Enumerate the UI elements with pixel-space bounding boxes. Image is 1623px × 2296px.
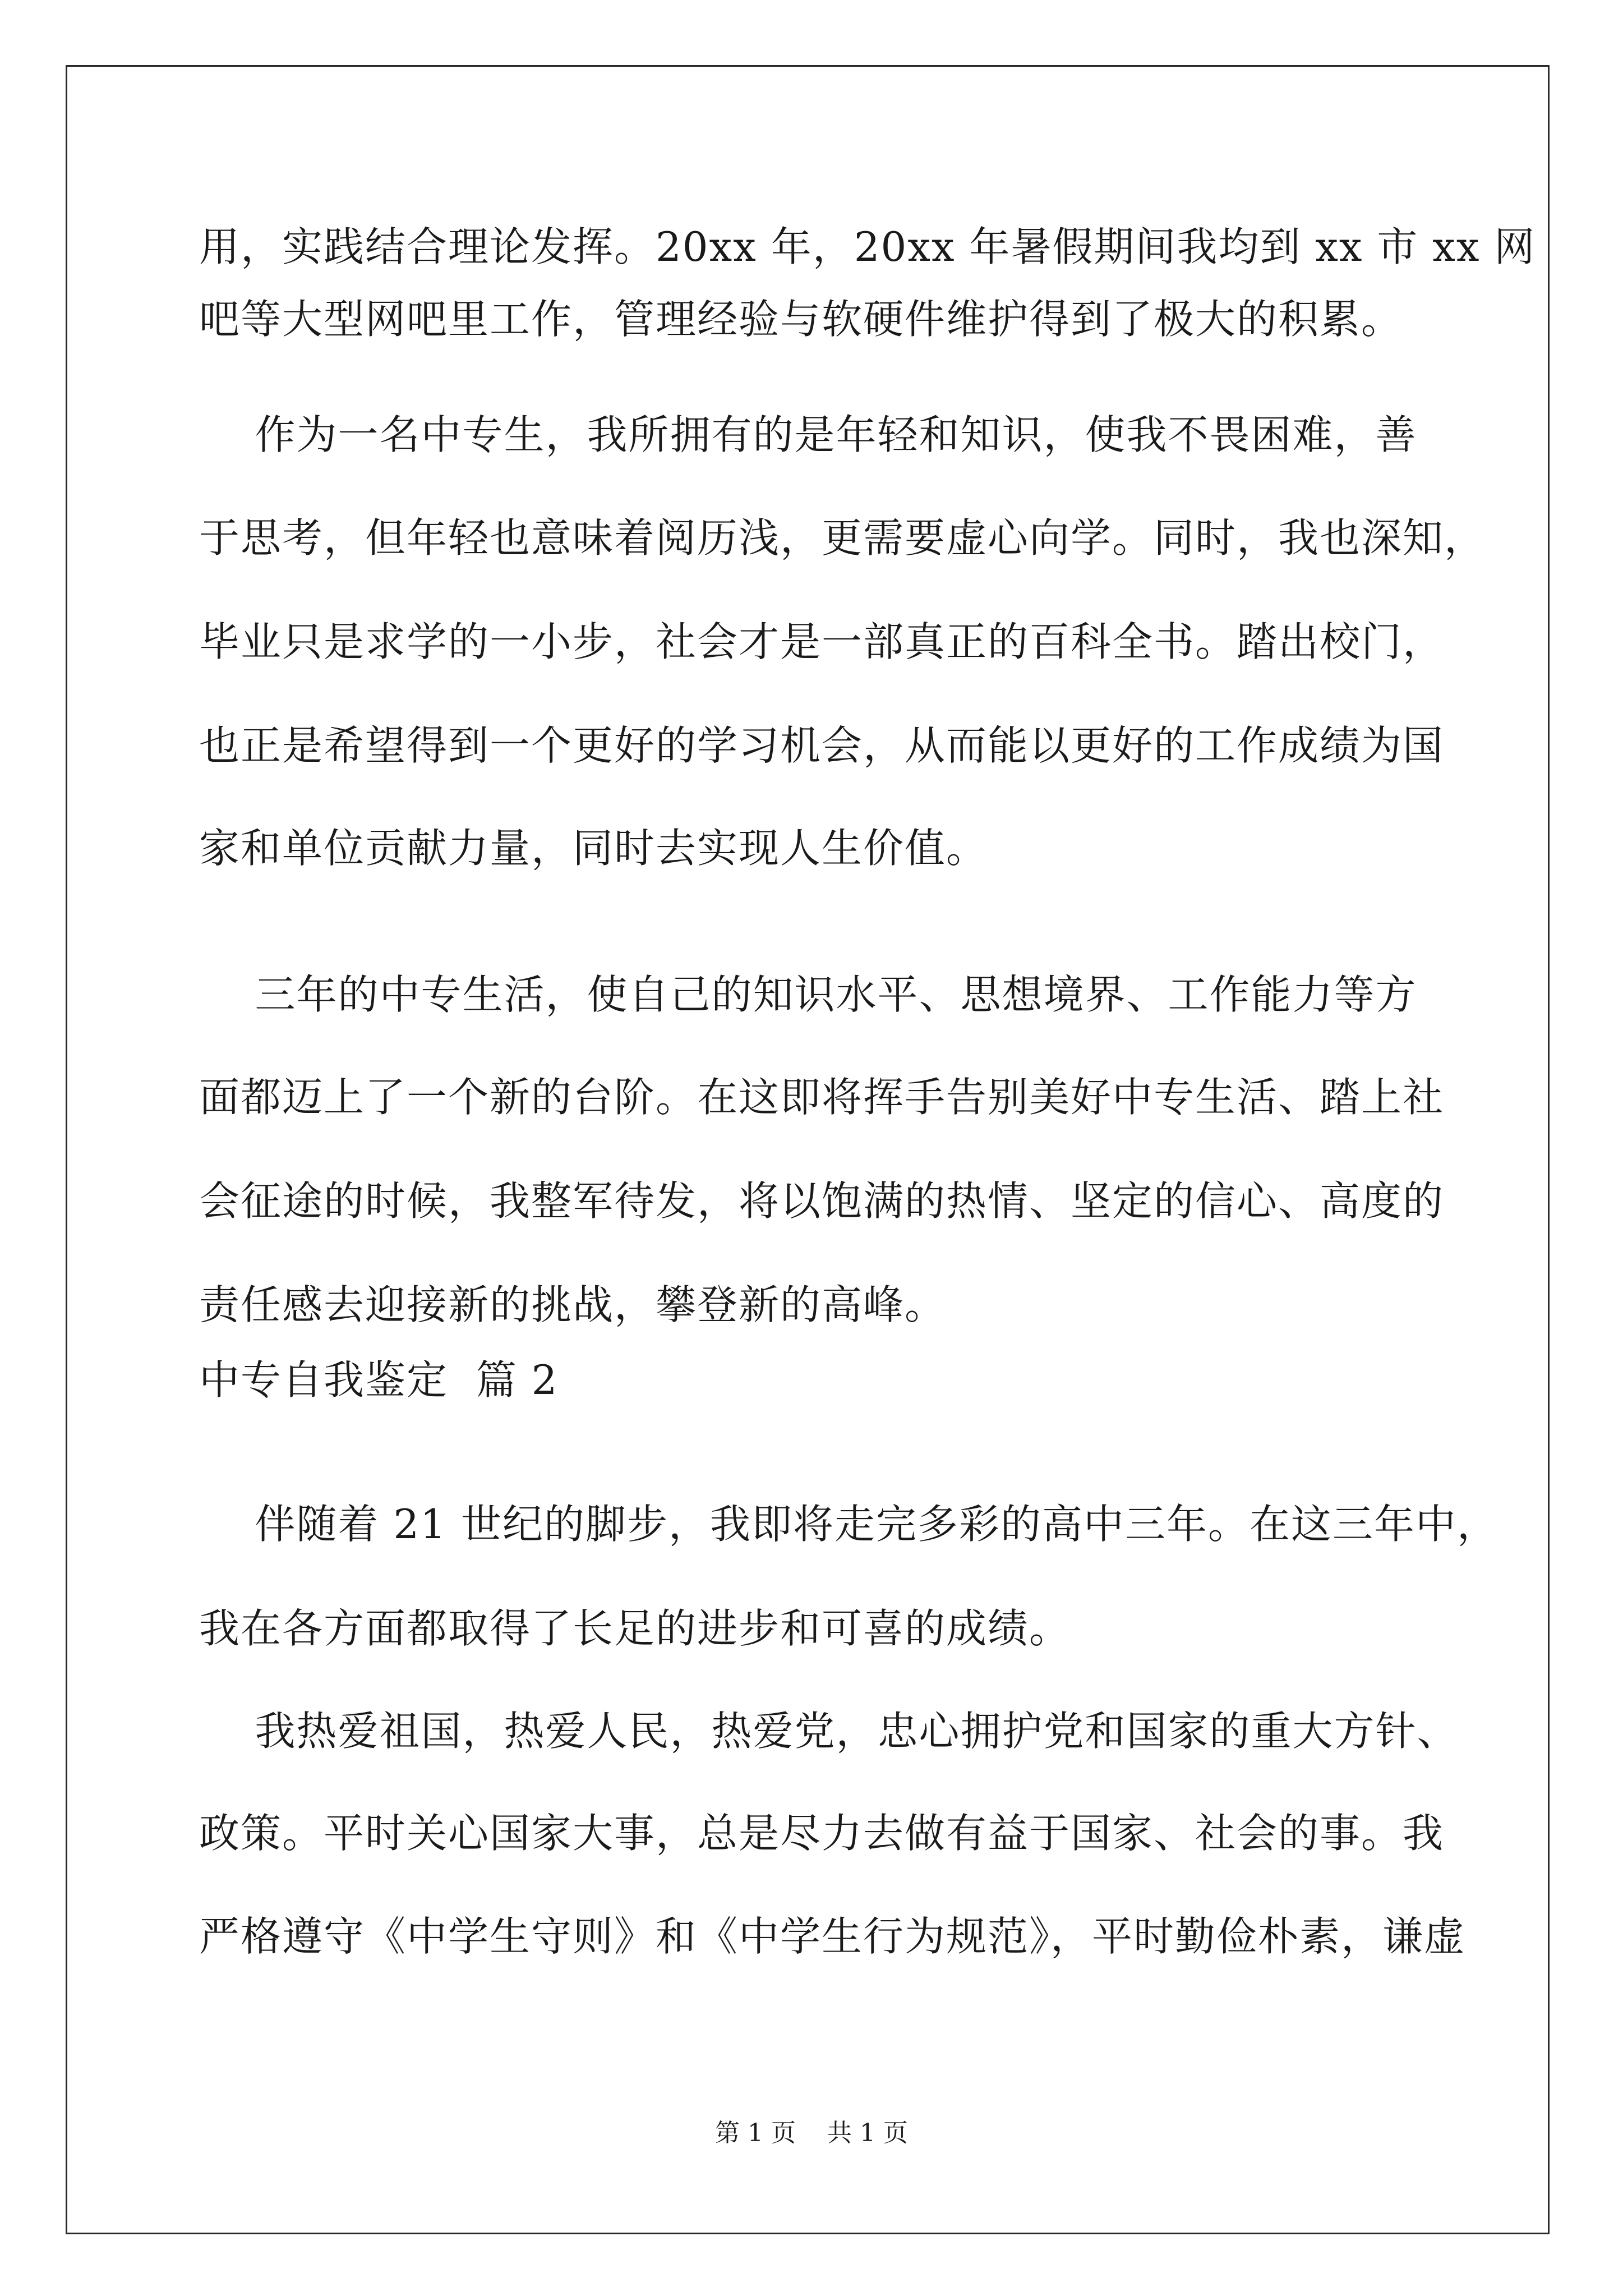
text-line: 于思考，但年轻也意味着阅历浅，更需要虚心向学。同时，我也深知， xyxy=(199,514,1486,562)
page-footer: 第 1 页 共 1 页 xyxy=(715,2119,908,2147)
text-line: 吧等大型网吧里工作，管理经验与软硬件维护得到了极大的积累。 xyxy=(199,296,1403,343)
section-heading: 中专自我鉴定 篇 2 xyxy=(199,1356,559,1404)
text-line: 面都迈上了一个新的台阶。在这即将挥手告别美好中专生活、踏上社 xyxy=(199,1074,1445,1121)
page-border xyxy=(66,65,1550,2234)
text-line: 政策。平时关心国家大事，总是尽力去做有益于国家、社会的事。我 xyxy=(199,1810,1445,1857)
text-line: 毕业只是求学的一小步，社会才是一部真正的百科全书。踏出校门， xyxy=(199,618,1445,665)
text-line: 家和单位贡献力量，同时去实现人生价值。 xyxy=(199,825,988,872)
text-line: 三年的中专生活，使自己的知识水平、思想境界、工作能力等方 xyxy=(199,971,1417,1018)
text-line: 责任感去迎接新的挑战，攀登新的高峰。 xyxy=(199,1281,947,1328)
text-line: 伴随着 21 世纪的脚步，我即将走完多彩的高中三年。在这三年中， xyxy=(199,1501,1498,1548)
text-line: 会征途的时候，我整军待发，将以饱满的热情、坚定的信心、高度的 xyxy=(199,1177,1445,1225)
text-line: 也正是希望得到一个更好的学习机会，从而能以更好的工作成绩为国 xyxy=(199,722,1445,769)
text-line: 我热爱祖国，热爱人民，热爱党，忠心拥护党和国家的重大方针、 xyxy=(199,1708,1459,1755)
text-line: 严格遵守《中学生守则》和《中学生行为规范》，平时勤俭朴素，谦虚 xyxy=(199,1913,1466,1960)
text-line: 我在各方面都取得了长足的进步和可喜的成绩。 xyxy=(199,1605,1071,1652)
text-line: 用，实践结合理论发挥。20xx 年，20xx 年暑假期间我均到 xx 市 xx 网 xyxy=(199,223,1536,270)
text-line: 作为一名中专生，我所拥有的是年轻和知识，使我不畏困难，善 xyxy=(199,411,1417,458)
